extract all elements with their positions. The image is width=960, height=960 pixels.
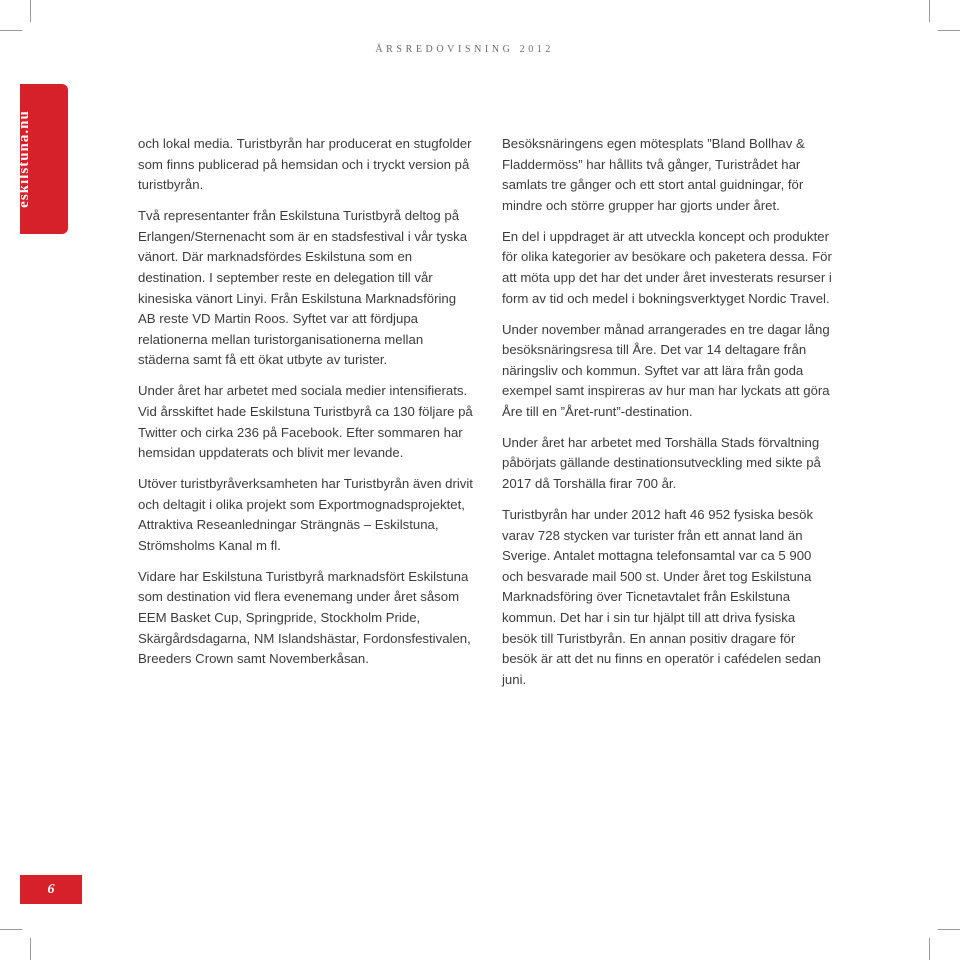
left-column xyxy=(138,134,473,680)
paragraph: Under året har arbetet med Torshälla Stads förvaltning påbörjats gällande destinationsutveckling med sikte på 2017 då Torshälla firar 700 år. xyxy=(502,434,821,492)
crop-mark xyxy=(938,929,960,930)
paragraph: Under året har arbetet med sociala medier intensifierats. Vid årsskiftet hade Eskilstuna Turistbyrå ca 130 följare på Twitter och cirka 236 på Facebook. Efter sommaren har hemsidan uppdaterats och blivit mer levande. xyxy=(138,383,473,461)
paragraph: och lokal media. Turistbyrån har producerat en stugfolder som finns publicerad på hemsidan och i tryckt version på turistbyrån. xyxy=(138,136,472,193)
crop-mark xyxy=(30,938,31,960)
document-header: ÅRSREDOVISNING 2012 xyxy=(375,44,554,55)
paragraph: Två representanter från Eskilstuna Turistbyrå deltog på Erlangen/Sternenacht som är en stadsfestival i vår tyska vänort. Där marknadsfördes Eskilstuna som en destination. I september reste en delegation till vår kinesiska vänort Linyi. Från Eskilstuna Marknadsföring AB reste VD Martin Roos. Syftet var att fördjupa relationerna mellan turistorganisationerna mellan städerna samt få ett ökat utbyte av turister. xyxy=(138,208,468,368)
crop-mark xyxy=(929,938,930,960)
right-column xyxy=(502,134,832,701)
crop-mark xyxy=(30,0,31,22)
paragraph: Utöver turistbyråverksamheten har Turistbyrån även drivit och deltagit i olika projekt som Exportmognadsprojektet, Attraktiva Reseanledningar Strängnäs – Eskilstuna, Strömsholms Kanal m fl. xyxy=(138,476,473,553)
paragraph: Under november månad arrangerades en tre dagar lång besöksnäringsresa till Åre. Det var 14 deltagare från näringsliv och kommun. Syftet var att lära från goda exempel samt inspireras av hur man har lyckats att göra Åre till en ”Året-runt”-destination. xyxy=(502,321,830,419)
side-tab-label: eskilstuna.nu xyxy=(16,110,32,208)
paragraph: Vidare har Eskilstuna Turistbyrå marknadsfört Eskilstuna som destination vid flera evenemang under året såsom EEM Basket Cup, Springpride, Stockholm Pride, Skärgårdsdagarna, NM Islandshästar, Fordonsfestivalen, Breeders Crown samt Novemberkåsan. xyxy=(138,568,471,667)
crop-mark xyxy=(0,30,22,31)
paragraph: Besöksnäringens egen mötesplats ”Bland Bollhav & Fladdermöss” har hållits två gånger, Turistrådet har samlats tre gånger och ett stort antal guidningar, för mindre och större grupper har gjorts under året. xyxy=(502,136,805,213)
crop-mark xyxy=(929,0,930,22)
paragraph: En del i uppdraget är att utveckla koncept och produkter för olika kategorier av besökare och paketera dessa. För att möta upp det har det under året investerats resurser i form av tid och medel i bokningsverktyget Nordic Travel. xyxy=(502,228,832,306)
paragraph: Turistbyrån har under 2012 haft 46 952 fysiska besök varav 728 stycken var turister från ett annat land än Sverige. Antalet mottagna telefonsamtal var ca 5 900 och besvarade mail 500 st. Under året tog Eskilstuna Marknadsföring över Ticnetavtalet från Eskilstuna kommun. Det har i sin tur hjälpt till att driva fysiska besök till Turistbyrån. En annan positiv dragare för besök är att det nu finns en operatör i cafédelen sedan juni. xyxy=(502,507,821,687)
crop-mark xyxy=(0,929,22,930)
page-number: 6 xyxy=(20,875,82,904)
crop-mark xyxy=(938,30,960,31)
